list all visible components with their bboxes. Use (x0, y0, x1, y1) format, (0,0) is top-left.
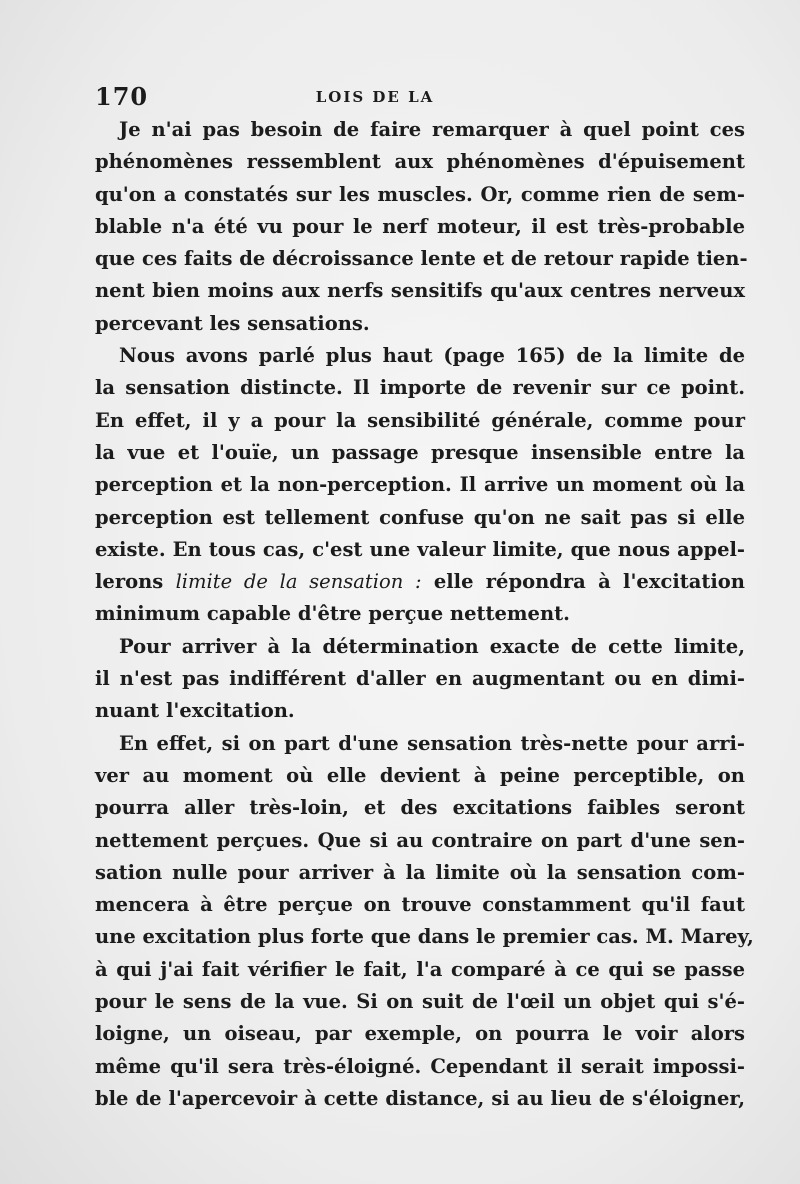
text-line: une excitation plus forte que dans le premier cas. M. Marey, (95, 925, 754, 949)
text-line: ver au moment où elle devient à peine perceptible, on (95, 763, 745, 787)
text-line: la sensation distincte. Il importe de revenir sur ce point. (95, 376, 745, 400)
text-line: blable n'a été vu pour le nerf moteur, il est très-probable (95, 214, 745, 238)
paragraph (95, 631, 745, 728)
page-header (95, 82, 745, 116)
text-line: pourra aller très-loin, et des excitations faibles seront (95, 796, 745, 820)
text-line: En effet, si on part d'une sensation très-nette pour arri- (119, 731, 745, 755)
body-text (95, 114, 754, 1115)
text-line: mencera à être perçue on trouve constamment qu'il faut (95, 893, 745, 917)
paragraph (95, 728, 754, 1116)
text-line: sation nulle pour arriver à la limite où la sensation com- (95, 860, 745, 884)
text-line: Nous avons parlé plus haut (page 165) de la limite de (119, 344, 745, 368)
running-head: LOIS DE LA (315, 88, 435, 106)
text-line: même qu'il sera très-éloigné. Cependant il serait impossi- (95, 1054, 745, 1078)
text-line: à qui j'ai fait vérifier le fait, l'a comparé à ce qui se passe (95, 957, 745, 981)
text-segment: lerons (95, 570, 176, 594)
text-line: percevant les sensations. (95, 311, 370, 335)
text-line: existe. En tous cas, c'est une valeur limite, que nous appel- (95, 537, 745, 561)
text-line: nuant l'excitation. (95, 699, 295, 723)
text-line: perception est tellement confuse qu'on ne sait pas si elle (95, 505, 745, 529)
text-line: Pour arriver à la détermination exacte de cette limite, (119, 634, 745, 658)
text-line: minimum capable d'être perçue nettement. (95, 602, 570, 626)
text-line: pour le sens de la vue. Si on suit de l'œil un objet qui s'é- (95, 990, 745, 1014)
text-line: ble de l'apercevoir à cette distance, si au lieu de s'éloigner, (95, 1086, 745, 1110)
text-line: il n'est pas indifférent d'aller en augmentant ou en dimi- (95, 667, 745, 691)
text-line: nettement perçues. Que si au contraire on part d'une sen- (95, 828, 745, 852)
paragraph (95, 114, 748, 340)
text-line-with-italic (95, 566, 745, 598)
text-line: que ces faits de décroissance lente et de retour rapide tien- (95, 247, 748, 271)
text-line: phénomènes ressemblent aux phénomènes d'épuisement (95, 150, 745, 174)
text-line: la vue et l'ouïe, un passage presque insensible entre la (95, 440, 745, 464)
text-line: Je n'ai pas besoin de faire remarquer à quel point ces (119, 118, 745, 141)
paragraph (95, 340, 745, 631)
italic-term: limite de la sensation : (175, 570, 422, 594)
text-line: En effet, il y a pour la sensibilité générale, comme pour (95, 408, 745, 432)
text-line: loigne, un oiseau, par exemple, on pourra le voir alors (95, 1022, 745, 1046)
page-number: 170 (95, 82, 149, 111)
text-line: nent bien moins aux nerfs sensitifs qu'aux centres nerveux (95, 279, 745, 303)
text-line: perception et la non-perception. Il arrive un moment où la (95, 473, 745, 497)
text-line: qu'on a constatés sur les muscles. Or, comme rien de sem- (95, 182, 745, 206)
text-segment: elle répondra à l'excitation (421, 570, 745, 594)
